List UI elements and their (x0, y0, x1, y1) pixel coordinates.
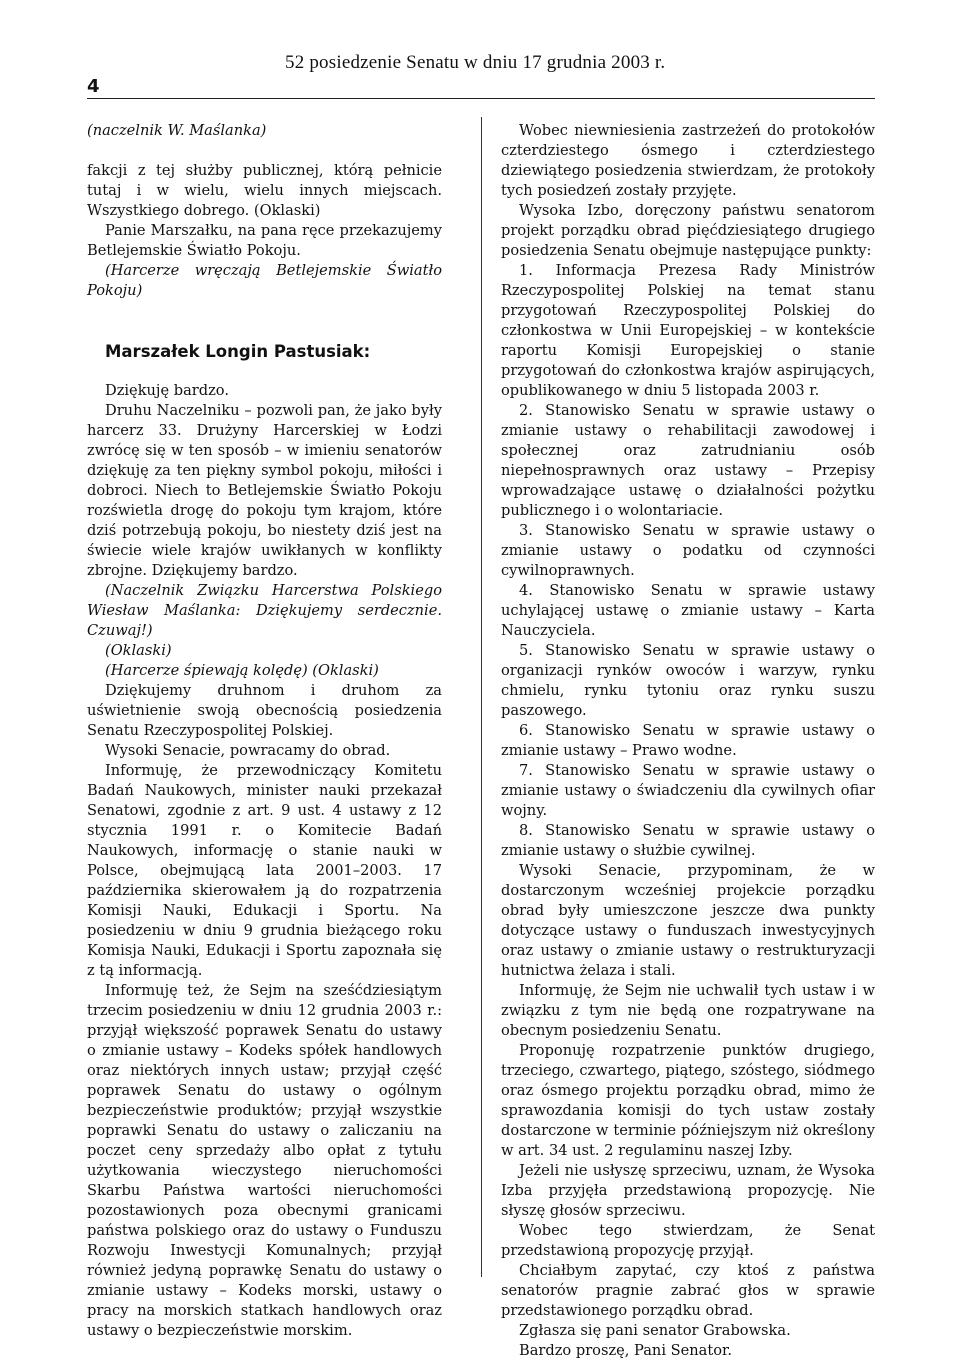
paragraph: Dziękuję bardzo. (105, 382, 229, 399)
page-number: 4 (87, 76, 100, 97)
paragraph: Informuję, że Sejm nie uchwalił tych ustaw i w związku z tym nie będą one rozpatrywane na obecnym posiedzeniu Senatu. (501, 982, 875, 1039)
right-column (501, 121, 875, 1361)
paragraph: Wysoki Senacie, powracamy do obrad. (105, 742, 391, 759)
agenda-item-5: 5. Stanowisko Senatu w sprawie ustawy o organizacji rynków owoców i warzyw, rynku chmielu, rynku tytoniu oraz rynku suszu paszowego. (501, 642, 875, 719)
paragraph: Dziękujemy druhnom i druhom za uświetnienie swoją obecnością posiedzenia Senatu Rzeczypospolitej Polskiej. (87, 682, 442, 739)
paragraph: fakcji z tej służby publicznej, którą pełnicie tutaj i w wielu, wielu innych miejscach. Wszystkiego dobrego. (Oklaski) (87, 162, 442, 219)
column-divider (481, 117, 482, 1277)
paragraph: Wobec niewniesienia zastrzeżeń do protokołów czterdziestego ósmego i czterdziestego dziewiątego posiedzenia stwierdzam, że protokoły tych posiedzeń zostały przyjęte. (501, 122, 875, 199)
stage-direction: (Oklaski) (105, 642, 172, 659)
agenda-item-1: 1. Informacja Prezesa Rady Ministrów Rzeczypospolitej Polskiej na temat stanu przygotowań Rzeczypospolitej Polskiej do członkostwa w Unii Europejskiej – w kontekście raportu Komisji Europejskiej o stanie przygotowań do członkostwa krajów aspirujących, opublikowanego w dniu 5 listopada 2003 r. (501, 262, 875, 399)
stage-direction: (Harcerze wręczają Betlejemskie Światło Pokoju) (87, 262, 442, 299)
paragraph: Chciałbym zapytać, czy ktoś z państwa senatorów pragnie zabrać głos w sprawie przedstawionego porządku obrad. (501, 1262, 875, 1319)
paragraph: Jeżeli nie usłyszę sprzeciwu, uznam, że Wysoka Izba przyjęła przedstawioną propozycję. Nie słyszę głosów sprzeciwu. (501, 1162, 875, 1219)
stage-direction: (Harcerze śpiewają kolędę) (Oklaski) (105, 662, 379, 679)
paragraph: Informuję, że przewodniczący Komitetu Badań Naukowych, minister nauki przekazał Senatowi, zgodnie z art. 9 ust. 4 ustawy z 12 stycznia 1991 r. o Komitecie Badań Naukowych, informację o stanie nauki w Polsce, obejmującą lata 2001–2003. 17 października skierowałem ją do rozpatrzenia Komisji Nauki, Edukacji i Sportu. Na posiedzeniu w dniu 9 grudnia bieżącego roku Komisja Nauki, Edukacji i Sportu zapoznała się z tą informacją. (87, 762, 442, 979)
agenda-item-4: 4. Stanowisko Senatu w sprawie ustawy uchylającej ustawę o zmianie ustawy – Karta Nauczyciela. (501, 582, 875, 639)
agenda-item-7: 7. Stanowisko Senatu w sprawie ustawy o zmianie ustawy o świadczeniu dla cywilnych ofiar wojny. (501, 762, 875, 819)
paragraph: Wobec tego stwierdzam, że Senat przedstawioną propozycję przyjął. (501, 1222, 875, 1259)
paragraph: Wysoki Senacie, przypominam, że w dostarczonym wcześniej projekcie porządku obrad były umieszczone jeszcze dwa punkty dotyczące ustawy o funduszach inwestycyjnych oraz ustawy o zmianie ustawy o restrukturyzacji hutnictwa żelaza i stali. (501, 862, 875, 979)
header-rule (87, 98, 875, 99)
paragraph: Wysoka Izbo, doręczony państwu senatorom projekt porządku obrad pięćdziesiątego drugiego posiedzenia Senatu obejmuje następujące punkty: (501, 202, 875, 259)
speaker-tag: (naczelnik W. Maślanka) (87, 122, 267, 139)
paragraph: Informuję też, że Sejm na sześćdziesiątym trzecim posiedzeniu w dniu 12 grudnia 2003 r.: przyjął większość poprawek Senatu do ustawy o zmianie ustawy – Kodeks spółek handlowych oraz niektórych innych ustaw; przyjął część poprawek Senatu do ustawy o ogólnym bezpieczeństwie produktów; przyjął wszystkie poprawki Senatu do ustawy o zaliczaniu na poczet ceny sprzedaży albo opłat z tytułu użytkowania wieczystego nieruchomości Skarbu Państwa wartości nieruchomości pozostawionych poza obecnymi granicami państwa polskiego oraz do ustawy o Funduszu Rozwoju Inwestycji Komunalnych; przyjął również jedyną poprawkę Senatu do ustawy o zmianie ustawy – Kodeks morski, ustawy o pracy na morskich statkach handlowych oraz ustawy o bezpieczeństwie morskim. (87, 982, 442, 1339)
paragraph: Druhu Naczelniku – pozwoli pan, że jako były harcerz 33. Drużyny Harcerskiej w Łodzi zwrócę się w ten sposób – w imieniu senatorów dziękuję za ten piękny symbol pokoju, miłości i dobroci. Niech to Betlejemskie Światło Pokoju rozświetla drogę do pokoju tym krajom, które dziś potrzebują pokoju, bo niestety dziś jest na świecie wiele krajów uwikłanych w konflikty zbrojne. Dziękujemy bardzo. (87, 402, 442, 579)
stage-direction: (Naczelnik Związku Harcerstwa Polskiego Wiesław Maślanka: Dziękujemy serdecznie. Czuwaj!) (87, 582, 442, 639)
paragraph: Panie Marszałku, na pana ręce przekazujemy Betlejemskie Światło Pokoju. (87, 222, 442, 259)
paragraph: Zgłasza się pani senator Grabowska. (519, 1322, 791, 1339)
agenda-item-2: 2. Stanowisko Senatu w sprawie ustawy o zmianie ustawy o rehabilitacji zawodowej i społecznej oraz zatrudnianiu osób niepełnosprawnych oraz ustawy – Przepisy wprowadzające ustawę o działalności pożytku publicznego i o wolontariacie. (501, 402, 875, 519)
agenda-item-6: 6. Stanowisko Senatu w sprawie ustawy o zmianie ustawy – Prawo wodne. (501, 722, 875, 759)
agenda-item-3: 3. Stanowisko Senatu w sprawie ustawy o zmianie ustawy o podatku od czynności cywilnoprawnych. (501, 522, 875, 579)
running-title: 52 posiedzenie Senatu w dniu 17 grudnia 2003 r. (285, 52, 666, 73)
left-column (87, 121, 442, 1341)
speaker-heading: Marszałek Longin Pastusiak: (105, 342, 371, 361)
agenda-item-8: 8. Stanowisko Senatu w sprawie ustawy o zmianie ustawy o służbie cywilnej. (501, 822, 875, 859)
paragraph: Proponuję rozpatrzenie punktów drugiego, trzeciego, czwartego, piątego, szóstego, siódmego oraz ósmego projektu porządku obrad, mimo że sprawozdania komisji do tych ustaw zostały dostarczone w terminie późniejszym niż określony w art. 34 ust. 2 regulaminu naszej Izby. (501, 1042, 875, 1159)
paragraph: Bardzo proszę, Pani Senator. (519, 1342, 733, 1359)
